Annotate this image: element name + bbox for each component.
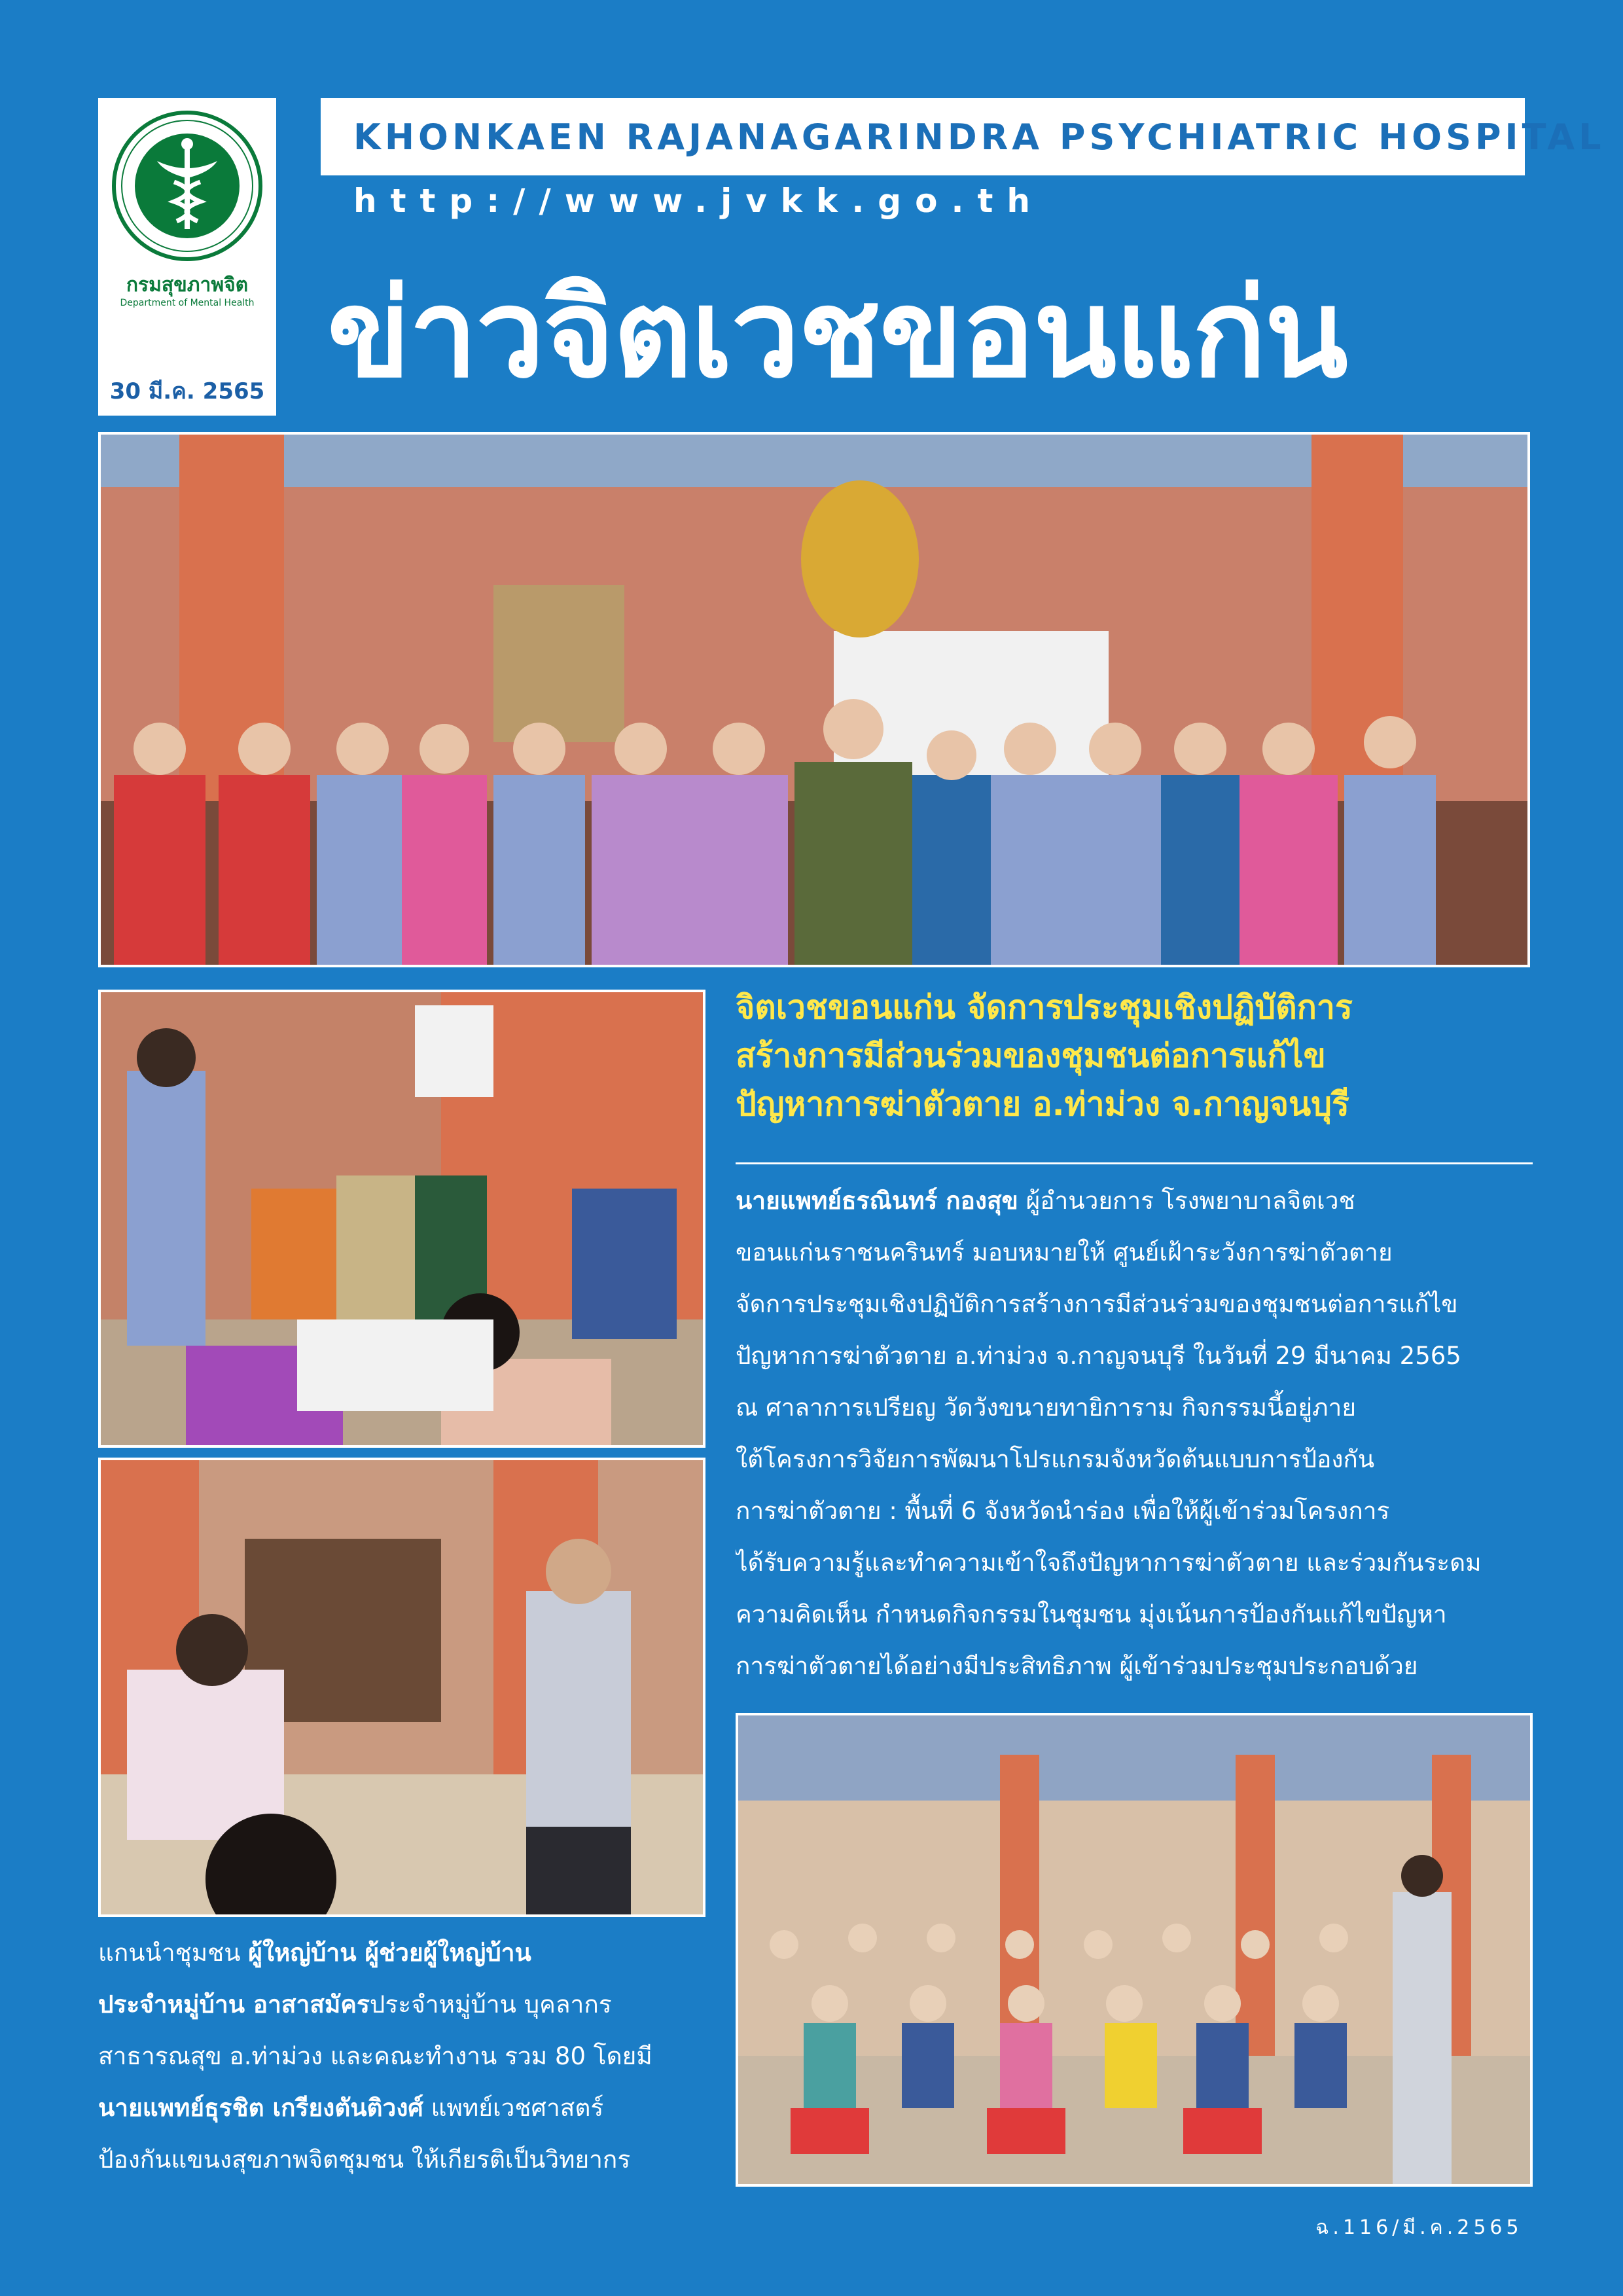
body-text-bold: ผู้ใหญ่บ้าน ผู้ช่วยผู้ใหญ่บ้าน — [248, 1939, 531, 1967]
speaker-photo — [98, 1458, 705, 1917]
body-text: แพทย์เวชศาสตร์ — [423, 2094, 604, 2122]
hospital-name-bar — [321, 98, 1605, 175]
headline-line: จิตเวชขอนแก่น จัดการประชุมเชิงปฏิบัติการ — [736, 988, 1353, 1026]
article-body-left — [98, 1927, 726, 2185]
director-title: ผู้อำนวยการ โรงพยาบาลจิตเวช — [1018, 1187, 1355, 1215]
article-body-right — [736, 1175, 1541, 1692]
body-line: จัดการประชุมเชิงปฏิบัติการสร้างการมีส่วนร่วมของชุมชนต่อการแก้ไข — [736, 1290, 1458, 1318]
body-line: ปัญหาการฆ่าตัวตาย อ.ท่าม่วง จ.กาญจนบุรี ในวันที่ 29 มีนาคม 2565 — [736, 1342, 1461, 1370]
article-headline — [736, 983, 1541, 1128]
speaker-name: นายแพทย์ธุรชิต เกรียงตันติวงศ์ — [98, 2094, 423, 2122]
issue-date: 30 มี.ค. 2565 — [109, 378, 265, 404]
department-name-thai: กรมสุขภาพจิต — [126, 274, 249, 296]
body-line — [98, 1927, 726, 1979]
body-line: ขอนแก่นราชนครินทร์ มอบหมายให้ ศูนย์เฝ้าระวังการฆ่าตัวตาย — [736, 1238, 1393, 1266]
headline-line: สร้างการมีส่วนร่วมของชุมชนต่อการแก้ไข — [736, 1037, 1326, 1075]
director-name: นายแพทย์ธรณินทร์ กองสุข — [736, 1187, 1018, 1215]
website-url: http://www.jvkk.go.th — [353, 182, 1044, 220]
group-photo-image — [101, 435, 1527, 965]
document-code: ฉ.116/มี.ค.2565 — [1315, 2216, 1523, 2239]
ministry-seal-icon — [111, 110, 263, 262]
body-line: ณ ศาลาการเปรียญ วัดวังขนายทายิการาม กิจกรรมนี้อยู่ภาย — [736, 1393, 1356, 1422]
body-text-bold: ประจำหมู่บ้าน อาสาสมัคร — [98, 1990, 370, 2018]
hospital-name: KHONKAEN RAJANAGARINDRA PSYCHIATRIC HOSPITAL — [353, 116, 1605, 158]
body-line: ได้รับความรู้และทำความเข้าใจถึงปัญหาการฆ่าตัวตาย และร่วมกันระดม — [736, 1549, 1482, 1577]
ministry-logo-panel — [98, 98, 276, 416]
body-line — [98, 1979, 726, 2030]
body-line: การฆ่าตัวตาย : พื้นที่ 6 จังหวัดนำร่อง เพื่อให้ผู้เข้าร่วมโครงการ — [736, 1497, 1390, 1525]
body-text: แกนนำชุมชน — [98, 1939, 249, 1967]
body-line — [98, 2082, 726, 2134]
body-line: การฆ่าตัวตายได้อย่างมีประสิทธิภาพ ผู้เข้าร่วมประชุมประกอบด้วย — [736, 1652, 1418, 1680]
department-name-english: Department of Mental Health — [120, 298, 255, 308]
workshop-discussion-image — [101, 992, 703, 1445]
audience-photo — [736, 1713, 1533, 2187]
body-line — [736, 1175, 1541, 1227]
workshop-discussion-photo — [98, 990, 705, 1448]
headline-divider — [736, 1162, 1533, 1164]
audience-image — [738, 1715, 1530, 2184]
headline-line: ปัญหาการฆ่าตัวตาย อ.ท่าม่วง จ.กาญจนบุรี — [736, 1085, 1349, 1123]
body-line: ใต้โครงการวิจัยการพัฒนาโปรแกรมจังหวัดต้นแบบการป้องกัน — [736, 1445, 1375, 1473]
speaker-image — [101, 1460, 703, 1914]
body-line: ป้องกันแขนงสุขภาพจิตชุมชน ให้เกียรติเป็นวิทยากร — [98, 2145, 631, 2174]
group-photo — [98, 432, 1530, 967]
body-text: ประจำหมู่บ้าน บุคลากร — [369, 1990, 612, 2018]
body-line: ความคิดเห็น กำหนดกิจกรรมในชุมชน มุ่งเน้นการป้องกันแก้ไขปัญหา — [736, 1600, 1447, 1628]
body-line: สาธารณสุข อ.ท่าม่วง และคณะทำงาน รวม 80 โดยมี — [98, 2042, 652, 2070]
masthead-title: ข่าวจิตเวชขอนแก่น — [327, 262, 1347, 404]
